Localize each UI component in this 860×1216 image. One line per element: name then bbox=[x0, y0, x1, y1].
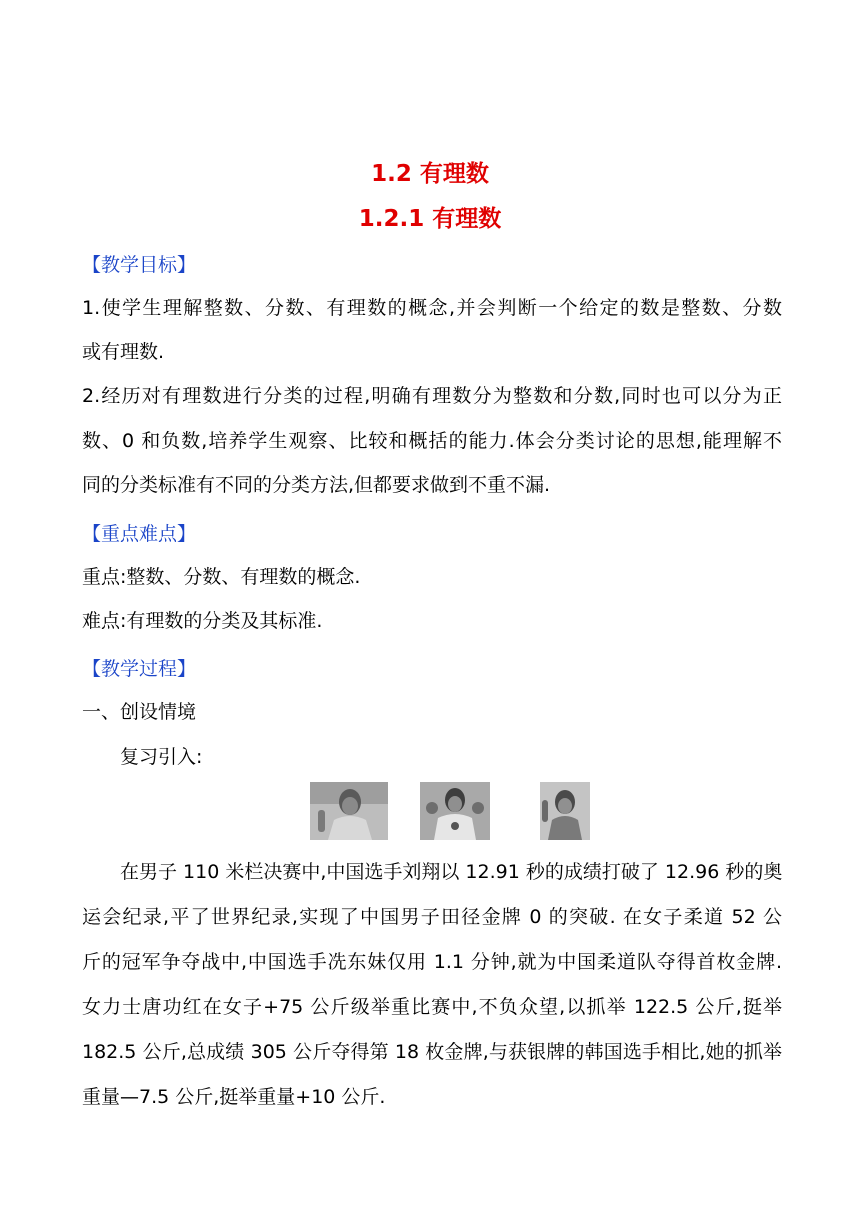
objective-line-3: 2.经历对有理数进行分类的过程,明确有理数分为整数和分数,同时也可以分为正 bbox=[82, 385, 782, 407]
page-title: 1.2 有理数 bbox=[371, 161, 489, 187]
story-line-1: 在男子 110 米栏决赛中,中国选手刘翔以 12.91 秒的成绩打破了 12.96 秒的奥 bbox=[120, 861, 783, 883]
objective-line-2: 或有理数. bbox=[82, 341, 165, 363]
story-line-6: 重量—7.5 公斤,挺举重量+10 公斤. bbox=[82, 1086, 386, 1108]
process-review: 复习引入: bbox=[120, 746, 203, 768]
section-process-heading: 【教学过程】 bbox=[82, 658, 197, 680]
photo-hurdler bbox=[310, 782, 388, 840]
photo-weightlifter bbox=[540, 782, 590, 840]
page-subtitle: 1.2.1 有理数 bbox=[358, 206, 502, 232]
keypoint-difficult: 难点:有理数的分类及其标准. bbox=[82, 610, 323, 632]
story-line-5: 182.5 公斤,总成绩 305 公斤夺得第 18 枚金牌,与获银牌的韩国选手相比,她的抓举 bbox=[82, 1041, 782, 1063]
section-objectives-heading: 【教学目标】 bbox=[82, 254, 197, 276]
keypoint-key: 重点:整数、分数、有理数的概念. bbox=[82, 566, 361, 588]
objective-line-4: 数、0 和负数,培养学生观察、比较和概括的能力.体会分类讨论的思想,能理解不 bbox=[82, 430, 782, 452]
photo-judoka bbox=[420, 782, 490, 840]
story-line-2: 运会纪录,平了世界纪录,实现了中国男子田径金牌 0 的突破. 在女子柔道 52 公 bbox=[82, 906, 782, 928]
objective-line-1: 1.使学生理解整数、分数、有理数的概念,并会判断一个给定的数是整数、分数 bbox=[82, 297, 782, 319]
story-line-3: 斤的冠军争夺战中,中国选手冼东妹仅用 1.1 分钟,就为中国柔道队夺得首枚金牌. bbox=[82, 951, 782, 973]
story-line-4: 女力士唐功红在女子+75 公斤级举重比赛中,不负众望,以抓举 122.5 公斤,挺举 bbox=[82, 996, 782, 1018]
objective-line-5: 同的分类标准有不同的分类方法,但都要求做到不重不漏. bbox=[82, 474, 551, 496]
section-keypoints-heading: 【重点难点】 bbox=[82, 523, 197, 545]
process-step-1: 一、创设情境 bbox=[82, 701, 197, 723]
